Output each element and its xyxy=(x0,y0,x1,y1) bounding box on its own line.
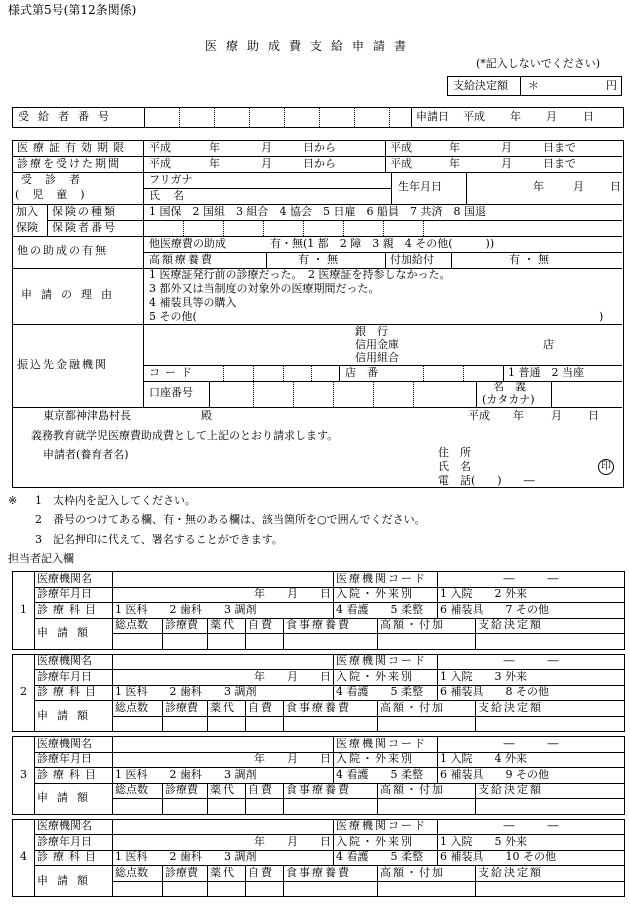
form-cell: 自費 xyxy=(246,783,284,799)
form-cell: ― ― xyxy=(438,572,625,588)
form-cell: 食事療養費 xyxy=(284,618,378,634)
form-cell xyxy=(163,799,208,815)
form-cell xyxy=(208,881,246,897)
seal-mark: 印 xyxy=(598,459,614,475)
form-cell: 総点数 xyxy=(113,618,163,634)
form-cell: 総点数 xyxy=(113,866,163,882)
form-cell xyxy=(208,716,246,732)
form-cell: 支給決定額 xyxy=(476,618,625,634)
form-cell: 医療機関名 xyxy=(35,654,113,670)
form-cell: 申請額 xyxy=(35,866,113,897)
form-cell: 1 医科 2 歯科 3 調剤 xyxy=(113,685,334,701)
note-item: 2 番号のつけてある欄、有・無のある欄は、該当箇所を○で囲んでください。 xyxy=(35,513,426,526)
approved-mark: ＊ xyxy=(528,79,539,92)
form-cell xyxy=(284,881,378,897)
form-cell: 年 月 日 xyxy=(113,752,334,768)
form-cell: 4 看護 5 柔整 xyxy=(334,685,438,701)
form-cell: 入院・外来別 xyxy=(334,670,438,686)
form-cell: 自費 xyxy=(246,866,284,882)
form-cell xyxy=(284,799,378,815)
form-cell: 6 補装具 7 その他 xyxy=(438,603,625,619)
form-cell: 高額・付加 xyxy=(378,618,476,634)
birthdate-label: 生年月日 xyxy=(398,180,442,193)
form-cell xyxy=(113,819,334,835)
form-cell: 総点数 xyxy=(113,783,163,799)
form-cell: 診療科目 xyxy=(35,603,113,619)
form-cell: 診療科目 xyxy=(35,768,113,784)
form-cell xyxy=(378,799,476,815)
form-cell: 医療機関コード xyxy=(334,819,438,835)
form-cell: 自費 xyxy=(246,701,284,717)
form-cell: 申請額 xyxy=(35,701,113,732)
form-cell xyxy=(284,634,378,650)
form-cell xyxy=(284,716,378,732)
patient-child-label: (児童) xyxy=(15,188,98,201)
form-cell: 診療年月日 xyxy=(35,835,113,851)
form-cell: 薬代 xyxy=(208,866,246,882)
form-cell: 申請額 xyxy=(35,618,113,649)
recipient-number-label: 受給者番号 xyxy=(18,110,118,123)
form-cell: ― ― xyxy=(438,737,625,753)
approved-amount-box xyxy=(447,76,622,96)
apply-date-label: 申請日 xyxy=(416,110,449,123)
form-cell: 入院・外来別 xyxy=(334,752,438,768)
form-cell xyxy=(246,881,284,897)
staff-section-title: 担当者記入欄 xyxy=(8,552,74,565)
patient-label: 受診者 xyxy=(21,173,93,186)
form-cell: 食事療養費 xyxy=(284,783,378,799)
approved-amount-label: 支給決定額 xyxy=(453,79,508,92)
staff-entry xyxy=(12,819,625,898)
request-statement: 義務教育就学児医療費助成費として上記のとおり請求します。 xyxy=(31,429,339,442)
form-cell xyxy=(378,716,476,732)
form-cell: 年 月 日 xyxy=(113,670,334,686)
form-cell: 1 医科 2 歯科 3 調剤 xyxy=(113,850,334,866)
form-cell: 医療機関コード xyxy=(334,654,438,670)
form-cell xyxy=(476,799,625,815)
form-cell: 食事療養費 xyxy=(284,701,378,717)
form-cell: 年 月 日 xyxy=(113,587,334,603)
entry-number: 3 xyxy=(13,737,35,815)
note-item: 3 記名押印に代えて、署名することができます。 xyxy=(35,533,283,546)
insurance-type-options: 1 国保 2 国組 3 組合 4 協会 5 日雇 6 船員 7 共済 8 国退 xyxy=(149,205,486,218)
form-cell: 申請額 xyxy=(35,783,113,814)
form-cell xyxy=(113,799,163,815)
form-cell: 診療年月日 xyxy=(35,587,113,603)
form-cell xyxy=(113,881,163,897)
reason-item: 1 医療証発行前の診療だった。 2 医療証を持参しなかった。 xyxy=(149,268,451,281)
form-cell: 入院・外来別 xyxy=(334,587,438,603)
form-cell: 高額・付加 xyxy=(378,701,476,717)
form-cell xyxy=(378,881,476,897)
form-cell: 診療費 xyxy=(163,618,208,634)
page-title: 医療助成費支給申請書 xyxy=(205,39,416,53)
insurer-number-label: 保険者番号 xyxy=(52,221,117,234)
form-cell: 医療機関名 xyxy=(35,572,113,588)
form-cell: 診療科目 xyxy=(35,685,113,701)
form-cell: 診療年月日 xyxy=(35,752,113,768)
form-cell: 総点数 xyxy=(113,701,163,717)
staff-entry xyxy=(12,571,625,650)
form-cell xyxy=(476,881,625,897)
main-form: 医療証有効期限 平成 年 月 日から 平成 年 月 日まで 診療を受けた期間 平成 年 月 日から 平成 年 月 日まで 受診者 (児童) フリガナ 氏名 生年月日 年 月 日 加入 保険 保険の種類 1 国保 2 国組 3 組合 4 協会 5 日雇 6 船員 7 共済 8 国退 保険者番号 他の助成の有無 他医療費の助成 有・無(1 都 2 障 3 親 4 その他( )) 高額療養費 有 ・ 無 付加給付 有 ・ 無 申請の理由 1 医療証発行前の診療だった。 2 医療証を持参しなかった。 3 都外又は当制度の対象外の医療期間だった。 4 補装具等の購入 5 その他( ) 振込先金融機関 銀 行 信用金庫 信用組合 店 コード 店 番 1 普通 2 当座 口座番号 名 義 (カタカナ) 東京都神津島村長 殿 平成 年 月 日 義務教育就学児医療費助成費として上記のとおり請求します。 申請者(養育者名) 住 所 氏 名 印 電 話( ) ― xyxy=(12,140,624,488)
form-cell: 4 看護 5 柔整 xyxy=(334,603,438,619)
cert-validity-label: 医療証有効期限 xyxy=(17,141,129,154)
form-cell xyxy=(113,737,334,753)
form-cell: 診療費 xyxy=(163,866,208,882)
bank-label: 振込先金融機関 xyxy=(17,358,108,371)
form-cell: 1 入院 2 外来 xyxy=(438,587,625,603)
form-cell: 支給決定額 xyxy=(476,701,625,717)
form-cell xyxy=(246,716,284,732)
other-aid-label: 他の助成の有無 xyxy=(17,244,108,257)
form-cell xyxy=(113,634,163,650)
form-cell: 食事療養費 xyxy=(284,866,378,882)
entry-number: 4 xyxy=(13,819,35,897)
form-cell xyxy=(113,654,334,670)
form-cell: 医療機関名 xyxy=(35,819,113,835)
form-cell xyxy=(163,881,208,897)
form-cell xyxy=(246,634,284,650)
form-cell: 自費 xyxy=(246,618,284,634)
entry-number: 1 xyxy=(13,572,35,650)
form-cell: 薬代 xyxy=(208,783,246,799)
form-number: 様式第5号(第12条関係) xyxy=(8,3,137,17)
reason-label: 申請の理由 xyxy=(21,288,121,301)
other-aid-options: 有・無(1 都 2 障 3 親 4 その他( )) xyxy=(270,237,495,250)
reason-item: 4 補装具等の購入 xyxy=(149,296,237,309)
form-cell: ― ― xyxy=(438,654,625,670)
note-item: 1 太枠内を記入してください。 xyxy=(35,494,196,507)
form-cell xyxy=(113,572,334,588)
staff-entry xyxy=(12,736,625,815)
form-cell: 高額・付加 xyxy=(378,866,476,882)
applicant-label: 申請者(養育者名) xyxy=(43,448,129,461)
form-cell: 4 看護 5 柔整 xyxy=(334,768,438,784)
form-cell: 医療機関名 xyxy=(35,737,113,753)
recipient-number-row: 受給者番号 申請日 平成 年 月 日 xyxy=(12,107,624,128)
reason-item: 5 その他( xyxy=(149,310,197,323)
form-cell: 入院・外来別 xyxy=(334,835,438,851)
form-cell: 4 看護 5 柔整 xyxy=(334,850,438,866)
form-cell: 支給決定額 xyxy=(476,783,625,799)
form-cell: 年 月 日 xyxy=(113,835,334,851)
form-cell xyxy=(208,634,246,650)
form-cell xyxy=(246,799,284,815)
form-cell: 診療年月日 xyxy=(35,670,113,686)
form-cell: 診療費 xyxy=(163,701,208,717)
form-cell: 医療機関コード xyxy=(334,737,438,753)
form-cell: 1 入院 3 外来 xyxy=(438,670,625,686)
staff-entry xyxy=(12,654,625,733)
form-cell: 支給決定額 xyxy=(476,866,625,882)
form-cell xyxy=(208,799,246,815)
form-cell: 薬代 xyxy=(208,701,246,717)
form-cell: ― ― xyxy=(438,819,625,835)
form-cell: 1 医科 2 歯科 3 調剤 xyxy=(113,603,334,619)
form-cell: 1 入院 5 外来 xyxy=(438,835,625,851)
form-cell: 医療機関コード xyxy=(334,572,438,588)
entry-number: 2 xyxy=(13,654,35,732)
form-cell xyxy=(476,716,625,732)
form-cell: 診療費 xyxy=(163,783,208,799)
form-cell xyxy=(476,634,625,650)
form-cell: 6 補装具 9 その他 xyxy=(438,768,625,784)
visit-period-label: 診療を受けた期間 xyxy=(17,157,121,170)
form-cell xyxy=(113,716,163,732)
form-cell xyxy=(378,634,476,650)
insurance-type-label: 保険の種類 xyxy=(52,205,117,218)
approved-unit: 円 xyxy=(606,79,617,92)
form-cell: 高額・付加 xyxy=(378,783,476,799)
addressee: 東京都神津島村長 xyxy=(43,409,131,422)
form-cell: 6 補装具 8 その他 xyxy=(438,685,625,701)
reason-item: 3 都外又は当制度の対象外の医療期間だった。 xyxy=(149,282,380,295)
form-cell: 1 入院 4 外来 xyxy=(438,752,625,768)
form-cell xyxy=(163,634,208,650)
form-cell: 1 医科 2 歯科 3 調剤 xyxy=(113,768,334,784)
form-cell xyxy=(163,716,208,732)
do-not-fill-note: (*記入しないでください) xyxy=(476,57,601,70)
form-cell: 薬代 xyxy=(208,618,246,634)
staff-table xyxy=(12,571,624,901)
form-cell: 6 補装具 10 その他 xyxy=(438,850,625,866)
form-cell: 診療科目 xyxy=(35,850,113,866)
